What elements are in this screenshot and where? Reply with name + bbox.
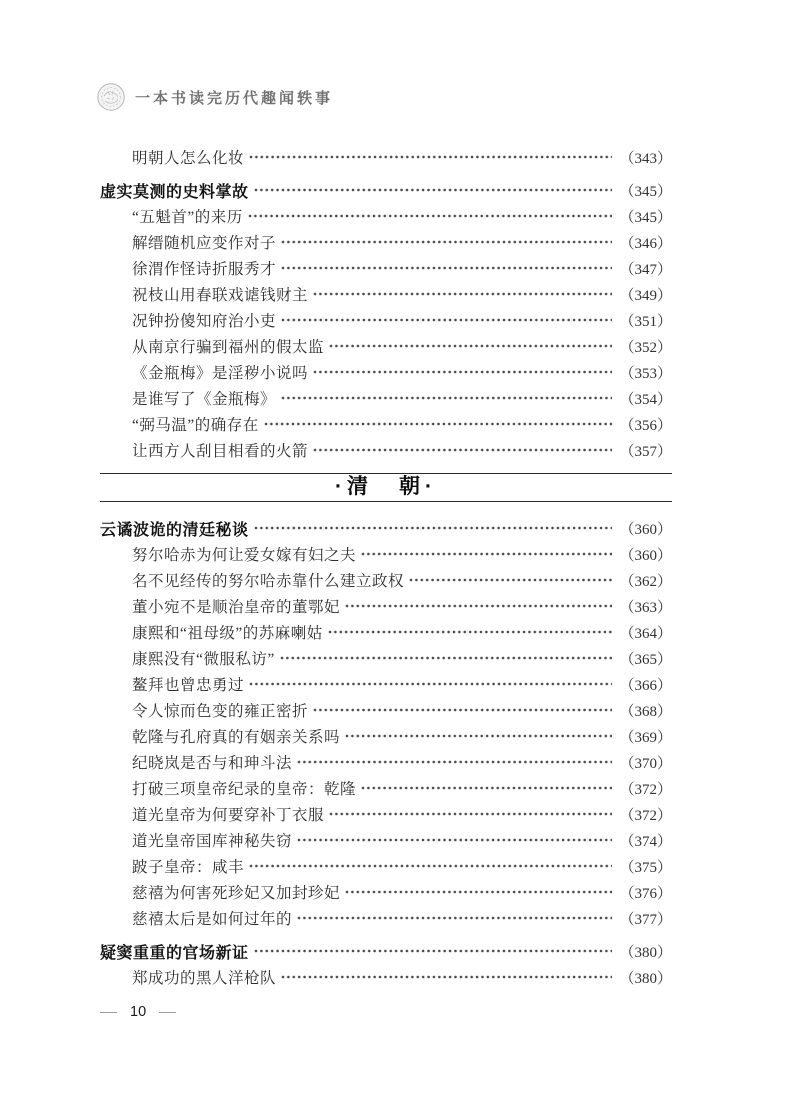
toc-entry-row [100,645,672,671]
toc-entry-page: （380） [619,970,672,987]
dot-leader [345,728,612,744]
toc-entry-title: 道光皇帝国库神秘失窃 [132,833,293,850]
toc-entry-row [100,567,672,593]
toc-entry-row [100,619,672,645]
toc-section-row [100,938,672,964]
toc-entry-title: 是谁写了《金瓶梅》 [132,391,277,408]
toc-entry-title: 慈禧为何害死珍妃又加封珍妃 [132,885,341,902]
dynasty-divider-qing [100,473,672,502]
dot-leader [361,546,612,562]
dot-leader [248,208,613,224]
toc-entry-page: （349） [619,287,672,304]
toc-entry-row [100,671,672,697]
dot-leader [328,624,613,640]
toc-entry-page: （357） [619,443,672,460]
toc-entry-title: “五魁首”的来历 [132,209,243,226]
toc-entry-row [100,411,672,437]
dot-leader [361,780,612,796]
toc-entry-title: 让西方人刮目相看的火箭 [132,443,309,460]
dot-leader [297,832,612,848]
dot-leader [264,416,613,432]
toc-entry-page: （377） [619,911,672,928]
toc-entry-title: 慈禧太后是如何过年的 [132,911,293,928]
toc-entry-row [100,827,672,853]
dot-leader [409,572,612,588]
toc-entry-row [100,281,672,307]
toc-entry-page: （364） [619,625,672,642]
toc-entry-title: 令人惊而色变的雍正密折 [132,703,309,720]
toc-entry-row [100,541,672,567]
toc-entry-row [100,697,672,723]
dot-leader [297,754,612,770]
dot-leader [281,234,612,250]
toc-entry-title: 况钟扮傻知府治小吏 [132,313,277,330]
toc-entry-title: 名不见经传的努尔哈赤靠什么建立政权 [132,573,405,590]
dot-leader [249,858,612,874]
toc-entry-page: （351） [619,313,672,330]
toc-entry-page: （372） [619,807,672,824]
toc-entry-row [100,359,672,385]
dot-leader [254,520,613,536]
dot-leader [254,182,613,198]
toc-entry-title: 道光皇帝为何要穿补丁衣服 [132,807,325,824]
toc-entry-page: （360） [619,547,672,564]
page-footer [100,1004,176,1020]
dot-leader [281,312,612,328]
toc-entry-page: （362） [619,573,672,590]
toc-entry-page: （345） [619,183,672,200]
toc-entry-page: （374） [619,833,672,850]
toc-entry-title: 努尔哈赤为何让爱女嫁有妇之夫 [132,547,357,564]
toc-entry-row [100,255,672,281]
toc-entry-page: （352） [619,339,672,356]
toc-entry-title: 乾隆与孔府真的有姻亲关系吗 [132,729,341,746]
toc-entry-row [100,437,672,463]
dot-leader [249,676,612,692]
footer-dash-left [100,1012,117,1013]
toc-entry-row [100,593,672,619]
table-of-contents [100,144,672,990]
toc-section-row [100,515,672,541]
toc-entry-title: 明朝人怎么化妆 [132,150,245,167]
toc-entry-page: （376） [619,885,672,902]
toc-entry-title: “弼马温”的确存在 [132,417,259,434]
toc-entry-page: （369） [619,729,672,746]
footer-dash-right [159,1012,176,1013]
dot-leader [281,260,612,276]
toc-group-qing [100,515,672,990]
toc-entry-row [100,203,672,229]
toc-entry-page: （363） [619,599,672,616]
toc-entry-page: （353） [619,365,672,382]
toc-entry-title: 打破三项皇帝纪录的皇帝：乾隆 [132,781,357,798]
dot-leader [254,943,613,959]
toc-entry-row [100,853,672,879]
toc-entry-page: （380） [619,944,672,961]
toc-entry-title: 郑成功的黑人洋枪队 [132,970,277,987]
toc-entry-row [100,964,672,990]
dot-leader [281,969,612,985]
toc-entry-title: 疑窦重重的官场新证 [100,944,249,962]
dot-leader [313,286,612,302]
toc-entry-title: 康熙没有“微服私访” [132,651,275,668]
toc-entry-title: 虚实莫测的史料掌故 [100,183,249,201]
toc-entry-page: （356） [619,417,672,434]
dot-leader [345,884,612,900]
toc-entry-row [100,723,672,749]
dot-leader [281,390,612,406]
toc-entry-page: （346） [619,235,672,252]
dot-leader [280,650,613,666]
toc-entry-title: 董小宛不是顺治皇帝的董鄂妃 [132,599,341,616]
toc-entry-page: （345） [619,209,672,226]
dot-leader [297,910,612,926]
toc-entry-row [100,749,672,775]
toc-entry-row [100,333,672,359]
toc-entry-row [100,775,672,801]
toc-entry-row [100,879,672,905]
toc-entry-page: （343） [619,150,672,167]
dot-leader [329,338,612,354]
publisher-seal-icon [96,82,126,112]
toc-entry-title: 纪晓岚是否与和珅斗法 [132,755,293,772]
toc-entry-title: 跛子皇帝：咸丰 [132,859,245,876]
toc-entry-title: 鳌拜也曾忠勇过 [132,677,245,694]
toc-entry-title: 康熙和“祖母级”的苏麻喇姑 [132,625,323,642]
toc-entry-row [100,144,672,170]
toc-entry-page: （368） [619,703,672,720]
dot-leader [249,149,612,165]
dynasty-divider-label: ·清 朝· [335,475,437,498]
dot-leader [313,442,612,458]
toc-entry-title: 《金瓶梅》是淫秽小说吗 [132,365,309,382]
toc-entry-title: 解缙随机应变作对子 [132,235,277,252]
toc-entry-page: （347） [619,261,672,278]
toc-entry-page: （365） [619,651,672,668]
toc-entry-row [100,385,672,411]
toc-entry-row [100,307,672,333]
toc-entry-page: （375） [619,859,672,876]
toc-entry-row [100,801,672,827]
dot-leader [313,702,612,718]
toc-group-ming [100,144,672,463]
toc-section-row [100,177,672,203]
dot-leader [345,598,612,614]
toc-entry-page: （366） [619,677,672,694]
running-head-title: 一本书读完历代趣闻轶事 [135,90,334,107]
toc-entry-row [100,229,672,255]
dot-leader [329,806,612,822]
running-head [96,82,333,112]
toc-entry-page: （360） [619,521,672,538]
folio-page-number: 10 [130,1004,147,1020]
toc-entry-row [100,905,672,931]
toc-entry-title: 徐渭作怪诗折服秀才 [132,261,277,278]
toc-entry-page: （354） [619,391,672,408]
toc-entry-title: 云谲波诡的清廷秘谈 [100,521,249,539]
toc-entry-page: （372） [619,781,672,798]
toc-entry-title: 祝枝山用春联戏谑钱财主 [132,287,309,304]
toc-entry-title: 从南京行骗到福州的假太监 [132,339,325,356]
toc-entry-page: （370） [619,755,672,772]
dot-leader [313,364,612,380]
